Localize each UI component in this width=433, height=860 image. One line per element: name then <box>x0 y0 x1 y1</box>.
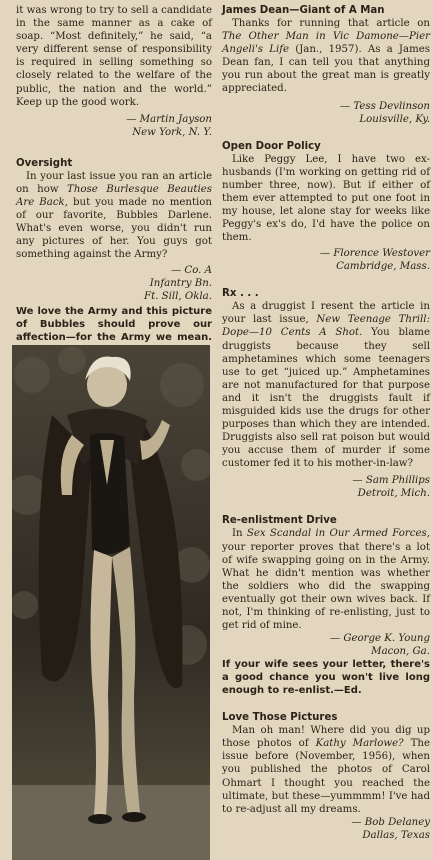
love-pictures-text-part: The issue before (November, 1956), when you published the photos of Carol Ohmart I thought you reached the ultimate, but these—yummmm! I've had to re-adjust all my dreams. <box>222 738 431 815</box>
oversight-heading: Oversight <box>16 157 73 169</box>
james-dean-text-part: (Jan., 1957). As a James Dean fan, I can tell you that anything you run about the great man is greatly appreciated. <box>222 44 430 95</box>
rx-text-part: You blame druggists because they sell amphetamines which some teenagers use to get “juiced up.” Amphetamines are not manufactured for that purpose and it isn't the druggists fault if misguided kids use the drugs for other purposes than which they are intended. Druggists also sell rat poison but would you accuse them of murder if some customer fed it to his mother-in-law? <box>222 327 430 470</box>
rx-heading: Rx . . . <box>222 288 259 300</box>
love-pictures-name: Kathy Marlowe? <box>315 738 404 750</box>
open-door-signature-place: Cambridge, Mass. <box>336 261 430 273</box>
james-dean-signature-place: Louisville, Ky. <box>359 113 430 125</box>
open-door-heading: Open Door Policy <box>222 140 321 152</box>
rx-text-part: As a druggist I resent the article in your last issue, <box>222 301 430 326</box>
james-dean-letter-text <box>222 17 430 96</box>
rx-article-title: New Teenage Thrill: Dope—10 Cents A Shot. <box>222 314 431 339</box>
james-dean-article-title: The Other Man in Vic Damone—Pier Angeli's Life <box>222 31 430 56</box>
reenlistment-text-part: In <box>232 528 247 540</box>
open-door-letter-text: Like Peggy Lee, I have two ex-husbands (I'm working on getting rid of number three, now). But if either of them ever attempted to put one foot in my house, let alone stay for weeks like Peggy's ex's do, I'd have the police on them. <box>222 153 430 244</box>
reenlistment-editor-reply: If your wife sees your letter, there's a good chance you won't live long enough to re-enlist.—Ed. <box>222 659 430 697</box>
open-door-signature-name: — Florence Westover <box>319 248 430 260</box>
intro-letter-text: it was wrong to try to sell a candidate in the same manner as a cake of soap. “Most definitely,” he said, “a very different sense of responsibility is required in selling something so closely related to the welfare of the public, the nation and the world.” Keep up the good work. <box>16 5 212 108</box>
love-pictures-text-part: Man oh man! Where did you dig up those photos of <box>222 725 430 750</box>
love-pictures-heading: Love Those Pictures <box>222 712 338 724</box>
oversight-signature-battalion: Infantry Bn. <box>149 278 212 290</box>
oversight-article-title: Those Burlesque Beauties Are Back, <box>16 183 212 208</box>
love-pictures-signature-name: — Bob Delaney <box>351 816 430 828</box>
oversight-text-part: but you made no mention of our favorite, Bubbles Darlene. What's even worse, you didn't run any pictures of her. You guys got something against the Army? <box>16 196 212 261</box>
rx-signature-name: — Sam Phillips <box>352 475 430 487</box>
love-pictures-letter-text <box>222 724 430 816</box>
reenlistment-signature-place: Macon, Ga. <box>371 646 430 658</box>
love-pictures-signature-place: Dallas, Texas <box>362 829 430 841</box>
reenlistment-signature-name: — George K. Young <box>329 633 430 645</box>
intro-signature-place: New York, N. Y. <box>132 126 212 138</box>
rx-signature-place: Detroit, Mich. <box>357 488 430 500</box>
photo-illustration <box>12 345 210 860</box>
reenlistment-text-part: your reporter proves that there's a lot of wife swapping going on in the Army. What he didn't mention was whether the soldiers who did the swapping eventually got their own wives back. If not, I'm thinking of re-enlisting, just to get rid of mine. <box>222 541 430 632</box>
rx-letter-text <box>222 300 430 470</box>
oversight-text-part: In your last issue you ran an article on how <box>16 170 212 195</box>
james-dean-heading: James Dean—Giant of A Man <box>222 5 385 16</box>
oversight-letter-text <box>16 170 212 262</box>
reenlistment-article-title: Sex Scandal in Our Armed Forces, <box>246 528 430 540</box>
bubbles-darlene-photo <box>12 345 210 860</box>
oversight-signature-place: Ft. Sill, Okla. <box>144 291 212 303</box>
james-dean-text-part: Thanks for running that article on <box>232 18 430 29</box>
james-dean-signature-name: — Tess Devlinson <box>339 100 430 112</box>
reenlistment-heading: Re-enlistment Drive <box>222 515 337 527</box>
right-column <box>222 0 430 842</box>
oversight-signature-unit: — Co. A <box>170 265 212 277</box>
intro-signature-name: — Martin Jayson <box>126 113 212 125</box>
left-column <box>16 0 212 357</box>
reenlistment-letter-text <box>222 527 430 632</box>
oversight-editor-reply: We love the Army and this picture of Bubbles should prove our affection—for the Army we mean. <box>16 306 212 344</box>
